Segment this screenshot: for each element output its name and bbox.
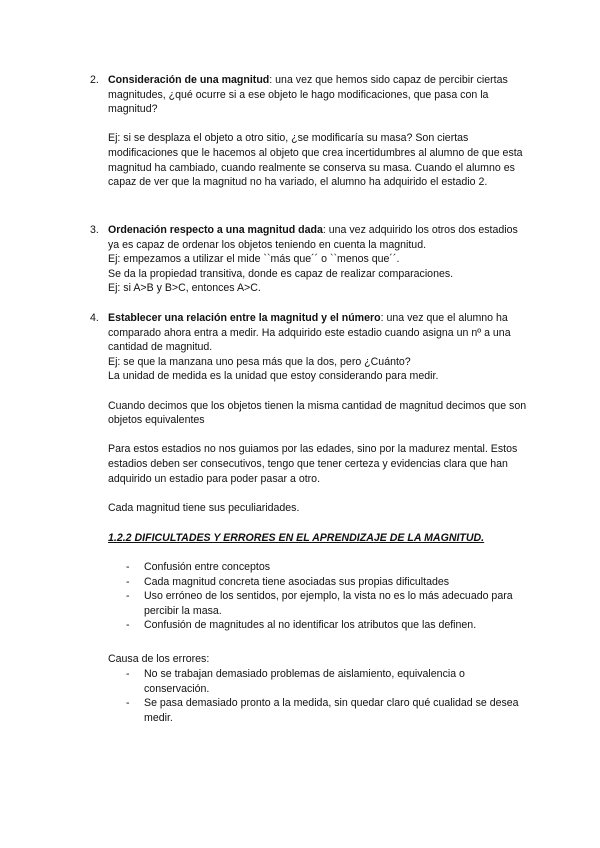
item-paragraph — [108, 311, 530, 355]
item-text: : una vez que el alumno ha comparado ahora entra a medir. Ha adquirido este estadio cuando asigna un nº a una cantidad de magnitud. — [108, 312, 511, 354]
dash-bullet: - — [126, 590, 130, 603]
item-text: : una vez que hemos sido capaz de percibir ciertas magnitudes, ¿qué ocurre si a ese objeto le hago modificaciones, que pasa con la magnitud? — [108, 74, 508, 116]
item-title: Ordenación respecto a una magnitud dada — [108, 224, 323, 236]
list-bullet-item: - Se pasa demasiado pronto a la medida, sin quedar claro qué cualidad se desea medir. — [126, 697, 519, 724]
causes-title: Causa de los errores: — [108, 653, 210, 665]
example-paragraph: Ej: si se desplaza el objeto a otro sitio, ¿se modificaría su masa? Son ciertas modificaciones que le hacemos al objeto que crea incertidumbres al alumno de que esta magnitud ha cambiado, cuando realmente se conserva su masa. Cuando el alumno es capaz de ver que la magnitud no ha variado, el alumno ha adquirido el estadio 2. — [108, 132, 523, 189]
list-item-4 — [90, 311, 530, 515]
dash-bullet: - — [126, 668, 130, 680]
item-line: Ej: si A>B y B>C, entonces A>C. — [108, 282, 261, 295]
causes-list — [126, 667, 526, 725]
dash-bullet: - — [126, 575, 130, 588]
list-bullet-item: - Confusión entre conceptos — [126, 561, 271, 573]
item-line: Ej: empezamos a utilizar el mide ``más que´´ o ``menos que´´. — [108, 253, 400, 266]
list-bullet-item: - No se trabajan demasiado problemas de aislamiento, equivalencia o conservación. — [126, 668, 465, 695]
body-paragraph: Cuando decimos que los objetos tienen la misma cantidad de magnitud decimos que son objetos equivalentes — [108, 399, 527, 427]
item-title: Establecer una relación entre la magnitud y el número — [108, 312, 381, 324]
dash-bullet: - — [126, 697, 130, 710]
item-number: 2. — [90, 74, 99, 86]
body-paragraph: Para estos estadios no nos guiamos por las edades, sino por la madurez mental. Estos estadios deben ser consecutivos, tengo que tener certeza y evidencias clara que han adquirido un estadio para poder pasar a otro. — [108, 443, 518, 485]
item-number: 3. — [90, 224, 99, 236]
difficulties-list — [126, 560, 526, 633]
item-line: Se da la propiedad transitiva, donde es capaz de realizar comparaciones. — [108, 267, 454, 280]
list-bullet-item: - Uso erróneo de los sentidos, por ejemplo, la vista no es lo más adecuado para percibir la masa. — [126, 590, 513, 617]
list-item-2 — [90, 73, 530, 190]
item-paragraph — [108, 223, 530, 252]
section-heading: 1.2.2 DIFICULTADES Y ERRORES EN EL APRENDIZAJE DE LA MAGNITUD. — [108, 532, 485, 544]
item-text: : una vez adquirido los otros dos estadios ya es capaz de ordenar los objetos teniendo en cuenta la magnitud. — [108, 224, 518, 251]
dash-bullet: - — [126, 561, 130, 573]
item-line: Ej: se que la manzana uno pesa más que la dos, pero ¿Cuánto? — [108, 355, 411, 368]
item-title: Consideración de una magnitud — [108, 74, 270, 86]
item-number: 4. — [90, 312, 99, 324]
list-item-3 — [90, 223, 530, 296]
item-line: La unidad de medida es la unidad que estoy considerando para medir. — [108, 370, 439, 383]
body-paragraph: Cada magnitud tiene sus peculiaridades. — [108, 501, 300, 514]
item-paragraph — [108, 73, 530, 117]
dash-bullet: - — [126, 619, 130, 632]
list-bullet-item: - Cada magnitud concreta tiene asociadas sus propias dificultades — [126, 575, 450, 588]
list-bullet-item: - Confusión de magnitudes al no identificar los atributos que las definen. — [126, 619, 477, 632]
